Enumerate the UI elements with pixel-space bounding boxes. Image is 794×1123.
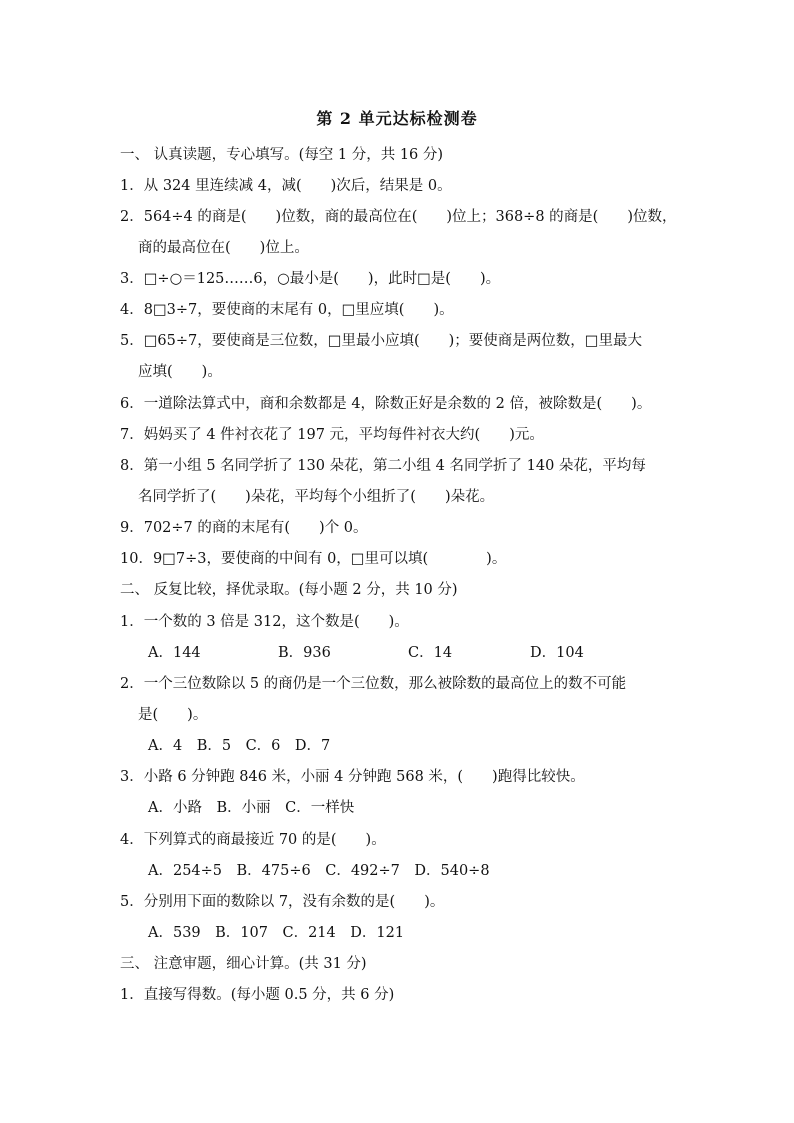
- s1-question-8-line1: 8．第一小组 5 名同学折了 130 朵花，第二小组 4 名同学折了 140 朵花，平均每: [120, 458, 646, 474]
- s2-question-3-options: A．小路 B．小丽 C．一样快: [148, 800, 355, 816]
- s1-question-2-line2: 商的最高位在( )位上。: [138, 240, 309, 256]
- s1-question-2-line1: 2．564÷4 的商是( )位数，商的最高位在( )位上；368÷8 的商是( )位数，: [120, 209, 677, 225]
- s1-question-5-line1: 5．□65÷7，要使商是三位数，□里最小应填( )；要使商是两位数，□里最大: [120, 333, 642, 349]
- s1-question-8-line2: 名同学折了( )朵花，平均每个小组折了( )朵花。: [138, 489, 495, 505]
- s1-question-3: 3．□÷○＝125……6，○最小是( )，此时□是( )。: [120, 271, 501, 287]
- s1-question-4: 4．8□3÷7，要使商的末尾有 0，□里应填( )。: [120, 302, 454, 318]
- s2-question-1-options: [148, 642, 584, 664]
- option-c: C．14: [408, 645, 453, 661]
- s1-question-6: 6．一道除法算式中，商和余数都是 4，除数正好是余数的 2 倍，被除数是( )。: [120, 396, 652, 412]
- s2-question-4-options: A．254÷5 B．475÷6 C．492÷7 D．540÷8: [148, 863, 490, 879]
- s2-question-2-line2: 是( )。: [138, 707, 208, 723]
- option-a: A．144: [148, 645, 201, 661]
- s2-question-5: 5．分别用下面的数除以 7，没有余数的是( )。: [120, 894, 445, 910]
- option-b: B．936: [278, 645, 331, 661]
- s2-question-2-line1: 2．一个三位数除以 5 的商仍是一个三位数，那么被除数的最高位上的数不可能: [120, 676, 627, 692]
- s1-question-10: 10．9□7÷3，要使商的中间有 0，□里可以填( )。: [120, 551, 507, 567]
- s2-question-1: 1．一个数的 3 倍是 312，这个数是( )。: [120, 614, 409, 630]
- s2-question-3: 3．小路 6 分钟跑 846 米，小丽 4 分钟跑 568 米，( )跑得比较快。: [120, 769, 585, 785]
- section2-heading: 二、 反复比较，择优录取。(每小题 2 分，共 10 分): [120, 582, 458, 598]
- s3-question-1: 1．直接写得数。(每小题 0.5 分，共 6 分): [120, 987, 395, 1003]
- section3-heading: 三、 注意审题，细心计算。(共 31 分): [120, 956, 367, 972]
- s1-question-7: 7．妈妈买了 4 件衬衣花了 197 元，平均每件衬衣大约( )元。: [120, 427, 544, 443]
- s2-question-4: 4．下列算式的商最接近 70 的是( )。: [120, 832, 386, 848]
- s1-question-1: 1．从 324 里连续减 4，减( )次后，结果是 0。: [120, 178, 452, 194]
- section1-heading: 一、 认真读题，专心填写。(每空 1 分，共 16 分): [120, 147, 444, 163]
- option-d: D．104: [530, 645, 584, 661]
- s2-question-5-options: A．539 B．107 C．214 D．121: [148, 925, 405, 941]
- s1-question-5-line2: 应填( )。: [138, 364, 222, 380]
- s1-question-9: 9．702÷7 的商的末尾有( )个 0。: [120, 520, 368, 536]
- page-title: 第 2 单元达标检测卷: [316, 109, 478, 128]
- s2-question-2-options: A．4 B．5 C．6 D．7: [148, 738, 331, 754]
